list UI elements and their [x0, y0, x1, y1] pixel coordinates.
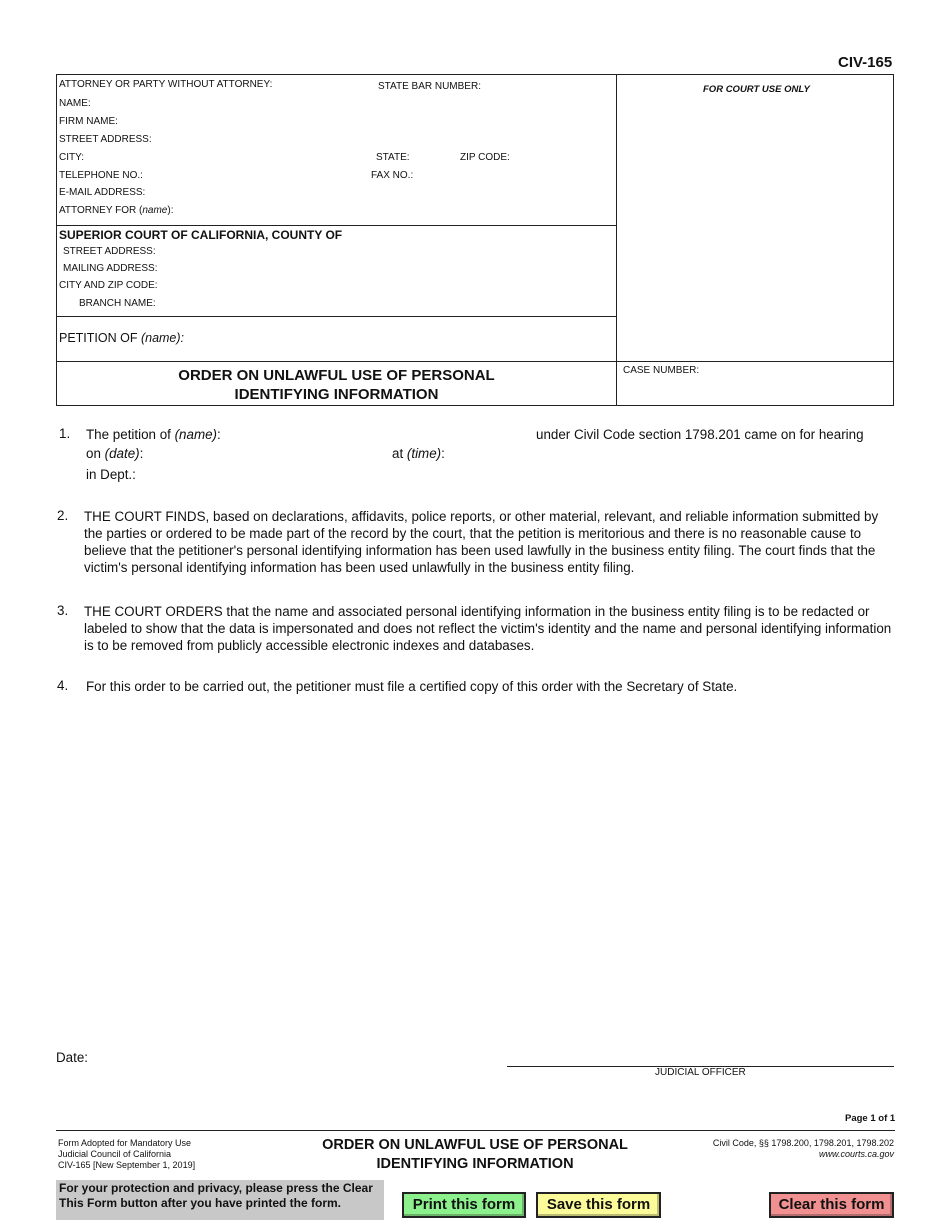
court-street-label: STREET ADDRESS:	[63, 246, 156, 257]
item1-colon: :	[217, 427, 221, 442]
case-number-label: CASE NUMBER:	[623, 365, 700, 376]
footer-title-line1: ORDER ON UNLAWFUL USE OF PERSONAL	[322, 1137, 628, 1153]
city-label: CITY:	[59, 152, 85, 163]
petition-prefix: PETITION OF	[59, 331, 141, 345]
state-label: STATE:	[376, 152, 410, 163]
street-label: STREET ADDRESS:	[59, 134, 152, 145]
email-label: E-MAIL ADDRESS:	[59, 187, 146, 198]
item1-name-word: (name)	[174, 427, 218, 442]
footer-adopted-line3: CIV-165 [New September 1, 2019]	[58, 1160, 196, 1170]
fax-label: FAX NO.:	[371, 170, 414, 181]
caption-box	[56, 74, 894, 406]
zip-label: ZIP CODE:	[460, 152, 510, 163]
caption-divider-attorney	[57, 225, 616, 226]
clear-form-button[interactable]: Clear this form	[769, 1192, 894, 1218]
attorney-for-prefix: ATTORNEY FOR (	[59, 205, 143, 216]
attorney-for-name: name	[142, 205, 168, 216]
item1-petition-of-text: The petition of	[86, 427, 175, 442]
item1-date-word: (date)	[104, 446, 140, 461]
judicial-officer-label: JUDICIAL OFFICER	[655, 1067, 746, 1078]
court-branch-label: BRANCH NAME:	[79, 298, 156, 309]
petition-name: (name):	[140, 331, 185, 345]
page-number: Page 1 of 1	[845, 1113, 896, 1124]
item1-on-word: on	[86, 446, 105, 461]
item1-number: 1.	[59, 426, 71, 441]
form-id: CIV-165	[838, 54, 893, 71]
footer-adopted-line2: Judicial Council of California	[58, 1149, 172, 1159]
privacy-line1: For your protection and privacy, please press the Clear	[59, 1181, 373, 1195]
item1-petition-of	[86, 426, 221, 443]
item1-under-civil: under Civil Code section 1798.201 came on for hearing	[536, 427, 864, 442]
court-mailing-label: MAILING ADDRESS:	[63, 263, 158, 274]
footer-rule	[56, 1130, 895, 1131]
state-bar-label: STATE BAR NUMBER:	[378, 81, 481, 92]
date-label: Date:	[56, 1050, 89, 1065]
footer-code-line: Civil Code, §§ 1798.200, 1798.201, 1798.202	[712, 1138, 894, 1148]
footer-title	[280, 1136, 670, 1174]
item2-number: 2.	[57, 508, 69, 523]
item1-at-time	[392, 445, 445, 462]
privacy-notice	[56, 1180, 384, 1220]
caption-title	[57, 366, 616, 404]
privacy-line2: This Form button after you have printed the form.	[59, 1196, 342, 1210]
item1-on-date	[86, 445, 143, 462]
petition-of-label	[59, 331, 184, 345]
item3-text: THE COURT ORDERS that the name and associated personal identifying information in the business entity filing is to be redacted or labeled to show that the data is impersonated and does not reflect the victim's identity and the name and personal identifying information is to be removed from publicly accessible electronic indexes and databases.	[84, 604, 892, 653]
footer-codes	[713, 1138, 894, 1160]
attorney-for-label	[59, 205, 173, 216]
item1-at-word: at	[392, 446, 407, 461]
item4-text: For this order to be carried out, the petitioner must file a certified copy of this order with the Secretary of State.	[86, 679, 738, 694]
item1-date-colon: :	[139, 446, 144, 461]
item1-time-word: (time)	[406, 446, 442, 461]
item1-time-colon: :	[441, 446, 445, 461]
item3-number: 3.	[57, 603, 69, 618]
footer-website: www.courts.ca.gov	[818, 1149, 894, 1159]
court-header: SUPERIOR COURT OF CALIFORNIA, COUNTY OF	[59, 228, 343, 242]
footer-adopted	[58, 1138, 195, 1171]
court-city-zip-label: CITY AND ZIP CODE:	[59, 280, 158, 291]
caption-divider-title	[57, 361, 894, 362]
phone-label: TELEPHONE NO.:	[59, 170, 143, 181]
attorney-label: ATTORNEY OR PARTY WITHOUT ATTORNEY:	[59, 79, 273, 90]
save-form-button[interactable]: Save this form	[536, 1192, 661, 1218]
footer-title-line2: IDENTIFYING INFORMATION	[376, 1156, 574, 1172]
firm-label: FIRM NAME:	[59, 116, 118, 127]
item2-text: THE COURT FINDS, based on declarations, affidavits, police reports, or other material, relevant, and reliable information submitted by the parties or ordered to be made part of the record by the court, that the petition is meritorious and there is no reasonable cause to believe that the petitioner's personal identifying information has been used lawfully in the business entity filing. The court finds that the victim's personal identifying information has been used unlawfully in the business entity filing.	[84, 509, 879, 575]
name-label: NAME:	[59, 98, 91, 109]
caption-title-line1: ORDER ON UNLAWFUL USE OF PERSONAL	[178, 367, 495, 384]
caption-divider-court	[57, 316, 616, 317]
item1-dept: in Dept.:	[86, 467, 136, 482]
attorney-for-suffix: ):	[167, 205, 174, 216]
caption-title-line2: IDENTIFYING INFORMATION	[234, 386, 439, 403]
print-form-button[interactable]: Print this form	[402, 1192, 526, 1218]
caption-divider-vertical	[616, 75, 617, 406]
court-use-label: FOR COURT USE ONLY	[703, 84, 810, 95]
footer-adopted-line1: Form Adopted for Mandatory Use	[58, 1138, 192, 1148]
item4-number: 4.	[57, 678, 69, 693]
